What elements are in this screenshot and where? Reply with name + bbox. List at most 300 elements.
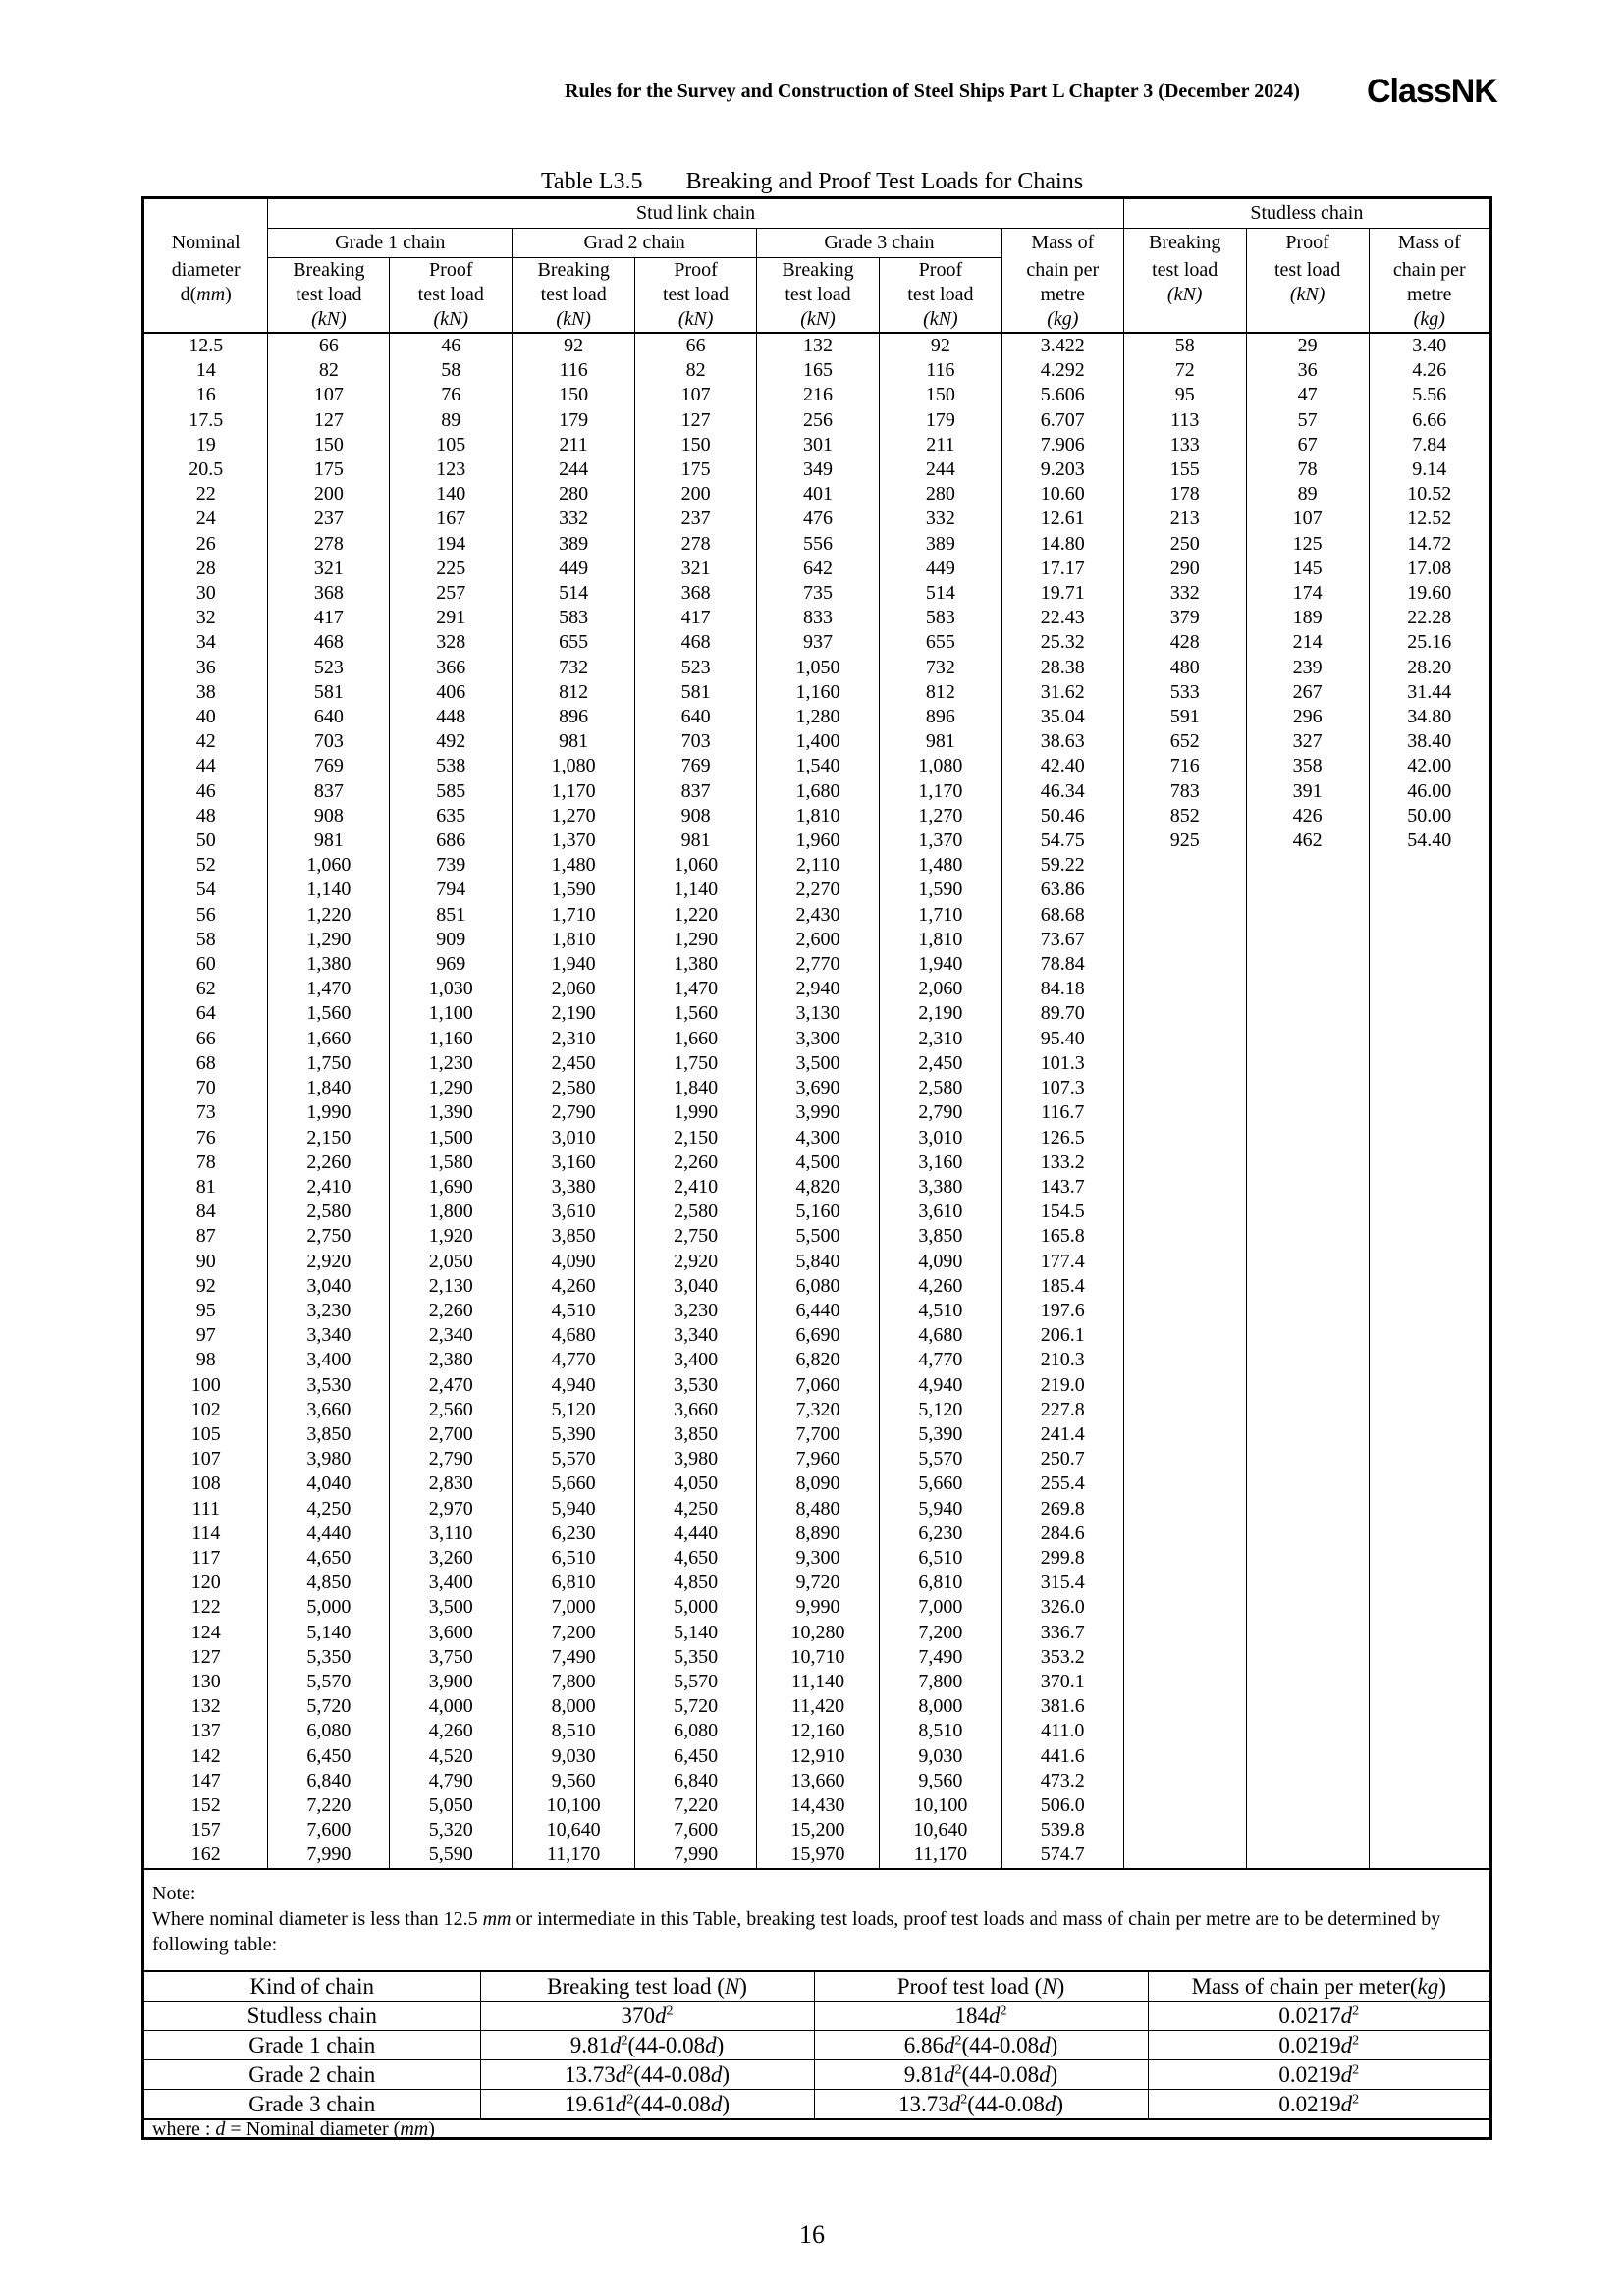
cell-g2_break: 5,120: [513, 1398, 635, 1422]
cell-g3_break: 1,280: [757, 705, 880, 729]
cell-g3_break: 15,200: [757, 1818, 880, 1842]
cell-sl_mass: [1369, 1719, 1489, 1743]
cell-d: 84: [144, 1200, 268, 1224]
cell-g3_break: 12,160: [757, 1719, 880, 1743]
cell-sl_break: [1123, 1694, 1246, 1719]
cell-g1_proof: 2,830: [390, 1471, 513, 1496]
cell-g3_break: 937: [757, 630, 880, 655]
cell-d: 124: [144, 1621, 268, 1645]
sl-mass-unit: (kg): [1369, 307, 1489, 333]
cell-g2_proof: 3,530: [635, 1373, 757, 1398]
cell-g1_break: 1,840: [268, 1076, 390, 1100]
cell-g2_break: 1,940: [513, 952, 635, 977]
cell-sl_proof: 107: [1246, 507, 1369, 531]
cell-sl_mass: [1369, 1274, 1489, 1299]
cell-d: 114: [144, 1522, 268, 1546]
table-row: [144, 1250, 1489, 1274]
cell-g2_break: 389: [513, 532, 635, 557]
cell-g1_break: 3,660: [268, 1398, 390, 1422]
cell-g1_proof: 1,500: [390, 1126, 513, 1150]
cell-g2_break: 896: [513, 705, 635, 729]
cell-g1_break: 2,150: [268, 1126, 390, 1150]
cell-g2_break: 211: [513, 433, 635, 457]
cell-g1_proof: 4,520: [390, 1744, 513, 1769]
cell-g3_break: 8,890: [757, 1522, 880, 1546]
cell-mass: 54.75: [1001, 828, 1123, 853]
table-row: [144, 1522, 1489, 1546]
table-row: [144, 408, 1489, 433]
cell-g2_break: 812: [513, 680, 635, 705]
cell-mass: 89.70: [1001, 1001, 1123, 1026]
cell-sl_proof: 239: [1246, 656, 1369, 680]
cell-g3_proof: 10,100: [879, 1793, 1001, 1818]
cell-g3_proof: 5,940: [879, 1497, 1001, 1522]
cell-sl_mass: [1369, 1842, 1489, 1868]
cell-g2_proof: 7,220: [635, 1793, 757, 1818]
cell-g1_break: 6,840: [268, 1769, 390, 1793]
cell-g1_break: 6,450: [268, 1744, 390, 1769]
cell-sl_proof: [1246, 1274, 1369, 1299]
g3-proof-head-1: Proof: [879, 258, 1001, 284]
cell-g2_proof: 1,290: [635, 928, 757, 952]
cell-sl_break: [1123, 1126, 1246, 1150]
cell-g2_break: 655: [513, 630, 635, 655]
cell-g2_proof: 1,140: [635, 878, 757, 902]
cell-g1_proof: 3,500: [390, 1595, 513, 1620]
cell-g2_break: 1,590: [513, 878, 635, 902]
cell-g2_proof: 2,580: [635, 1200, 757, 1224]
cell-g1_proof: 1,690: [390, 1175, 513, 1200]
cell-sl_break: [1123, 1769, 1246, 1793]
cell-g2_proof: 417: [635, 606, 757, 630]
cell-sl_mass: 6.66: [1369, 408, 1489, 433]
formula-row: [144, 2031, 1489, 2060]
cell-mass: 299.8: [1001, 1546, 1123, 1571]
cell-sl_proof: 358: [1246, 754, 1369, 778]
cell-g1_break: 1,380: [268, 952, 390, 977]
cell-mass: 22.43: [1001, 606, 1123, 630]
cell-sl_mass: 7.84: [1369, 433, 1489, 457]
cell-sl_proof: 426: [1246, 804, 1369, 828]
table-title: Breaking and Proof Test Loads for Chains: [685, 169, 1084, 194]
cell-g3_proof: 8,000: [879, 1694, 1001, 1719]
cell-mass: 185.4: [1001, 1274, 1123, 1299]
cell-g1_proof: 2,560: [390, 1398, 513, 1422]
cell-mass: 336.7: [1001, 1621, 1123, 1645]
formula-row: [144, 2090, 1489, 2120]
cell-sl_proof: [1246, 1447, 1369, 1471]
cell-mass: 326.0: [1001, 1595, 1123, 1620]
cell-d: 105: [144, 1422, 268, 1447]
table-row: [144, 754, 1489, 778]
cell-mass: 4.292: [1001, 358, 1123, 383]
formula-row: [144, 2060, 1489, 2090]
cell-g1_break: 1,290: [268, 928, 390, 952]
cell-sl_mass: 34.80: [1369, 705, 1489, 729]
cell-g1_proof: 2,380: [390, 1348, 513, 1372]
cell-mass: 7.906: [1001, 433, 1123, 457]
table-row: [144, 1224, 1489, 1249]
formula-header-cell: Breaking test load (N): [480, 1971, 814, 2002]
cell-g3_proof: 449: [879, 557, 1001, 581]
cell-sl_break: 591: [1123, 705, 1246, 729]
cell-g3_proof: 9,030: [879, 1744, 1001, 1769]
cell-mass: 5.606: [1001, 383, 1123, 407]
g1-proof-head-2: test load: [390, 283, 513, 307]
cell-g2_proof: 2,410: [635, 1175, 757, 1200]
cell-g3_break: 5,160: [757, 1200, 880, 1224]
table-row: [144, 383, 1489, 407]
cell-sl_proof: 89: [1246, 482, 1369, 507]
cell-g2_proof: 5,720: [635, 1694, 757, 1719]
cell-sl_mass: 10.52: [1369, 482, 1489, 507]
cell-g2_break: 6,230: [513, 1522, 635, 1546]
cell-sl_break: [1123, 952, 1246, 977]
table-row: [144, 358, 1489, 383]
cell-g3_proof: 7,800: [879, 1670, 1001, 1694]
cell-d: 122: [144, 1595, 268, 1620]
table-number: Table L3.5: [540, 169, 643, 194]
cell-g2_break: 8,000: [513, 1694, 635, 1719]
cell-sl_mass: [1369, 1645, 1489, 1670]
cell-sl_mass: [1369, 1595, 1489, 1620]
stud-link-header: Stud link chain: [268, 199, 1123, 229]
cell-d: 38: [144, 680, 268, 705]
cell-g2_break: 5,660: [513, 1471, 635, 1496]
cell-d: 36: [144, 656, 268, 680]
cell-sl_proof: 78: [1246, 457, 1369, 482]
table-row: [144, 1595, 1489, 1620]
cell-g2_break: 2,450: [513, 1051, 635, 1076]
cell-d: 108: [144, 1471, 268, 1496]
cell-d: 157: [144, 1818, 268, 1842]
cell-g3_break: 2,940: [757, 977, 880, 1001]
cell-sl_mass: 9.14: [1369, 457, 1489, 482]
cell-sl_proof: 214: [1246, 630, 1369, 655]
cell-g2_break: 4,090: [513, 1250, 635, 1274]
g2-proof-head-1: Proof: [635, 258, 757, 284]
cell-sl_proof: [1246, 1571, 1369, 1595]
table-row: [144, 1769, 1489, 1793]
cell-g1_break: 7,220: [268, 1793, 390, 1818]
cell-sl_mass: [1369, 903, 1489, 928]
cell-g1_break: 769: [268, 754, 390, 778]
g3-proof-head-2: test load: [879, 283, 1001, 307]
cell-g3_proof: 1,590: [879, 878, 1001, 902]
cell-g1_proof: 2,970: [390, 1497, 513, 1522]
cell-g1_break: 4,650: [268, 1546, 390, 1571]
cell-g2_proof: 107: [635, 383, 757, 407]
cell-g3_break: 401: [757, 482, 880, 507]
cell-mass: 143.7: [1001, 1175, 1123, 1200]
cell-d: 19: [144, 433, 268, 457]
cell-g1_break: 321: [268, 557, 390, 581]
cell-g1_break: 3,340: [268, 1323, 390, 1348]
cell-sl_mass: [1369, 1670, 1489, 1694]
cell-g1_break: 5,570: [268, 1670, 390, 1694]
cell-g2_break: 583: [513, 606, 635, 630]
cell-sl_break: [1123, 1299, 1246, 1323]
cell-g3_proof: 4,770: [879, 1348, 1001, 1372]
cell-sl_proof: [1246, 1299, 1369, 1323]
cell-g2_proof: 1,060: [635, 853, 757, 878]
table-row: [144, 656, 1489, 680]
cell-g1_break: 3,230: [268, 1299, 390, 1323]
cell-g2_proof: 5,570: [635, 1670, 757, 1694]
cell-mass: 78.84: [1001, 952, 1123, 977]
cell-sl_proof: 36: [1246, 358, 1369, 383]
cell-sl_proof: [1246, 1051, 1369, 1076]
cell-g2_break: 981: [513, 729, 635, 754]
cell-d: 40: [144, 705, 268, 729]
cell-mass: 255.4: [1001, 1471, 1123, 1496]
g3-break-head-1: Breaking: [757, 258, 880, 284]
cell-d: 76: [144, 1126, 268, 1150]
cell-g3_break: 5,500: [757, 1224, 880, 1249]
cell-g3_proof: 3,850: [879, 1224, 1001, 1249]
g3-break-unit: (kN): [757, 307, 880, 333]
cell-g1_break: 523: [268, 656, 390, 680]
cell-sl_break: 95: [1123, 383, 1246, 407]
cell-g2_proof: 6,450: [635, 1744, 757, 1769]
cell-g2_proof: 581: [635, 680, 757, 705]
cell-g1_proof: 76: [390, 383, 513, 407]
cell-sl_mass: 42.00: [1369, 754, 1489, 778]
cell-sl_break: 652: [1123, 729, 1246, 754]
cell-mass: 35.04: [1001, 705, 1123, 729]
cell-sl_mass: 5.56: [1369, 383, 1489, 407]
cell-g2_break: 116: [513, 358, 635, 383]
cell-g3_proof: 244: [879, 457, 1001, 482]
cell-g3_proof: 6,810: [879, 1571, 1001, 1595]
cell-g3_break: 4,300: [757, 1126, 880, 1150]
cell-g2_proof: 468: [635, 630, 757, 655]
cell-g2_proof: 3,980: [635, 1447, 757, 1471]
cell-d: 16: [144, 383, 268, 407]
cell-g2_proof: 908: [635, 804, 757, 828]
table-row: [144, 928, 1489, 952]
cell-mass: 46.34: [1001, 779, 1123, 804]
cell-g2_break: 6,810: [513, 1571, 635, 1595]
cell-sl_break: [1123, 1076, 1246, 1100]
cell-sl_break: [1123, 1497, 1246, 1522]
cell-g1_proof: 686: [390, 828, 513, 853]
cell-g1_proof: 167: [390, 507, 513, 531]
cell-mass: 506.0: [1001, 1793, 1123, 1818]
table-row: [144, 1571, 1489, 1595]
cell-d: 117: [144, 1546, 268, 1571]
cell-g3_proof: 150: [879, 383, 1001, 407]
cell-g1_break: 3,850: [268, 1422, 390, 1447]
table-row: [144, 532, 1489, 557]
cell-mass: 17.17: [1001, 557, 1123, 581]
cell-d: 52: [144, 853, 268, 878]
cell-g2_proof: 4,650: [635, 1546, 757, 1571]
note-text: Where nominal diameter is less than 12.5 mm or intermediate in this Table, breaking test loads, proof test loads and mass of chain per metre are to be determined by following table:: [152, 1908, 1441, 1955]
cell-g1_proof: 1,030: [390, 977, 513, 1001]
cell-g3_break: 11,140: [757, 1670, 880, 1694]
cell-mass: 107.3: [1001, 1076, 1123, 1100]
cell-d: 102: [144, 1398, 268, 1422]
grade2-header: Grad 2 chain: [513, 229, 757, 258]
cell-d: 46: [144, 779, 268, 804]
cell-g3_break: 132: [757, 333, 880, 358]
cell-g2_proof: 7,600: [635, 1818, 757, 1842]
cell-mass: 227.8: [1001, 1398, 1123, 1422]
cell-g1_break: 175: [268, 457, 390, 482]
table-row: [144, 1793, 1489, 1818]
cell-d: 98: [144, 1348, 268, 1372]
table-row: [144, 680, 1489, 705]
cell-g1_proof: 5,590: [390, 1842, 513, 1868]
cell-sl_proof: [1246, 1769, 1369, 1793]
cell-g1_proof: 1,100: [390, 1001, 513, 1026]
cell-g3_proof: 1,710: [879, 903, 1001, 928]
cell-g1_break: 703: [268, 729, 390, 754]
cell-g2_break: 4,260: [513, 1274, 635, 1299]
table-body: [144, 333, 1489, 1869]
cell-g3_proof: 732: [879, 656, 1001, 680]
cell-sl_break: [1123, 878, 1246, 902]
cell-g3_proof: 4,260: [879, 1274, 1001, 1299]
formula-table: [144, 1970, 1489, 2120]
cell-sl_break: 852: [1123, 804, 1246, 828]
cell-g3_proof: 5,390: [879, 1422, 1001, 1447]
cell-g1_proof: 448: [390, 705, 513, 729]
where-note: where : d = Nominal diameter (mm): [152, 2118, 435, 2140]
table-row: [144, 1299, 1489, 1323]
table-row: [144, 977, 1489, 1001]
table-row: [144, 878, 1489, 902]
cell-d: 152: [144, 1793, 268, 1818]
cell-mass: 3.422: [1001, 333, 1123, 358]
cell-g2_break: 1,480: [513, 853, 635, 878]
cell-sl_proof: [1246, 1076, 1369, 1100]
cell-d: 73: [144, 1100, 268, 1125]
nominal-head-1: Nominal: [144, 229, 268, 258]
cell-mass: 59.22: [1001, 853, 1123, 878]
cell-d: 24: [144, 507, 268, 531]
cell-g1_proof: 1,390: [390, 1100, 513, 1125]
cell-g1_break: 2,580: [268, 1200, 390, 1224]
cell-g1_proof: 366: [390, 656, 513, 680]
cell-d: 50: [144, 828, 268, 853]
cell-d: 111: [144, 1497, 268, 1522]
cell-sl_mass: 3.40: [1369, 333, 1489, 358]
cell-sl_mass: [1369, 1373, 1489, 1398]
cell-d: 32: [144, 606, 268, 630]
cell-g1_proof: 1,230: [390, 1051, 513, 1076]
cell-mass: 284.6: [1001, 1522, 1123, 1546]
cell-sl_proof: 67: [1246, 433, 1369, 457]
table-row: [144, 1842, 1489, 1868]
table-row: [144, 1051, 1489, 1076]
cell-sl_break: [1123, 903, 1246, 928]
cell-sl_proof: [1246, 1670, 1369, 1694]
cell-g3_proof: 2,450: [879, 1051, 1001, 1076]
cell-g3_break: 6,820: [757, 1348, 880, 1372]
cell-d: 142: [144, 1744, 268, 1769]
cell-sl_break: [1123, 1100, 1246, 1125]
cell-g2_proof: 321: [635, 557, 757, 581]
cell-g3_proof: 4,940: [879, 1373, 1001, 1398]
cell-mass: 574.7: [1001, 1842, 1123, 1868]
cell-g3_proof: 812: [879, 680, 1001, 705]
cell-sl_mass: [1369, 1546, 1489, 1571]
table-row: [144, 433, 1489, 457]
cell-d: 30: [144, 581, 268, 606]
cell-d: 17.5: [144, 408, 268, 433]
cell-g3_proof: 1,810: [879, 928, 1001, 952]
cell-g2_proof: 4,440: [635, 1522, 757, 1546]
cell-d: 34: [144, 630, 268, 655]
cell-g2_break: 3,610: [513, 1200, 635, 1224]
cell-sl_mass: [1369, 1793, 1489, 1818]
cell-g2_break: 8,510: [513, 1719, 635, 1743]
sl-proof-head-4: [1246, 307, 1369, 333]
cell-sl_break: [1123, 1621, 1246, 1645]
cell-mass: 31.62: [1001, 680, 1123, 705]
cell-g3_proof: 514: [879, 581, 1001, 606]
cell-g3_proof: 3,380: [879, 1175, 1001, 1200]
cell-g2_break: 244: [513, 457, 635, 482]
cell-g1_break: 581: [268, 680, 390, 705]
cell-sl_break: 155: [1123, 457, 1246, 482]
cell-g3_proof: 211: [879, 433, 1001, 457]
cell-g3_break: 349: [757, 457, 880, 482]
cell-g3_proof: 92: [879, 333, 1001, 358]
cell-mass: 12.61: [1001, 507, 1123, 531]
cell-sl_mass: [1369, 1150, 1489, 1175]
cell-sl_break: 480: [1123, 656, 1246, 680]
cell-g3_break: 7,960: [757, 1447, 880, 1471]
cell-g1_proof: 3,400: [390, 1571, 513, 1595]
cell-g2_break: 4,680: [513, 1323, 635, 1348]
cell-g3_break: 9,990: [757, 1595, 880, 1620]
cell-d: 132: [144, 1694, 268, 1719]
cell-sl_mass: [1369, 1348, 1489, 1372]
cell-g1_break: 3,530: [268, 1373, 390, 1398]
sl-proof-head-2: test load: [1246, 258, 1369, 284]
cell-sl_break: [1123, 1842, 1246, 1868]
note-label: Note:: [152, 1883, 196, 1904]
cell-g1_proof: 46: [390, 333, 513, 358]
table-row: [144, 1719, 1489, 1743]
cell-g1_proof: 58: [390, 358, 513, 383]
table-row: [144, 1126, 1489, 1150]
cell-g3_break: 13,660: [757, 1769, 880, 1793]
cell-g1_proof: 225: [390, 557, 513, 581]
cell-sl_mass: [1369, 1076, 1489, 1100]
cell-sl_break: 379: [1123, 606, 1246, 630]
table-row: [144, 1348, 1489, 1372]
cell-g1_break: 278: [268, 532, 390, 557]
cell-sl_mass: [1369, 1126, 1489, 1150]
cell-sl_break: 925: [1123, 828, 1246, 853]
cell-g2_proof: 4,250: [635, 1497, 757, 1522]
g1-break-unit: (kN): [268, 307, 390, 333]
table-row: [144, 1200, 1489, 1224]
cell-g3_proof: 1,940: [879, 952, 1001, 977]
table-row: [144, 1027, 1489, 1051]
cell-g2_proof: 769: [635, 754, 757, 778]
cell-g1_break: 5,350: [268, 1645, 390, 1670]
cell-sl_proof: [1246, 1621, 1369, 1645]
table-row: [144, 507, 1489, 531]
cell-g2_proof: 3,400: [635, 1348, 757, 1372]
cell-g2_break: 1,370: [513, 828, 635, 853]
cell-g3_proof: 11,170: [879, 1842, 1001, 1868]
